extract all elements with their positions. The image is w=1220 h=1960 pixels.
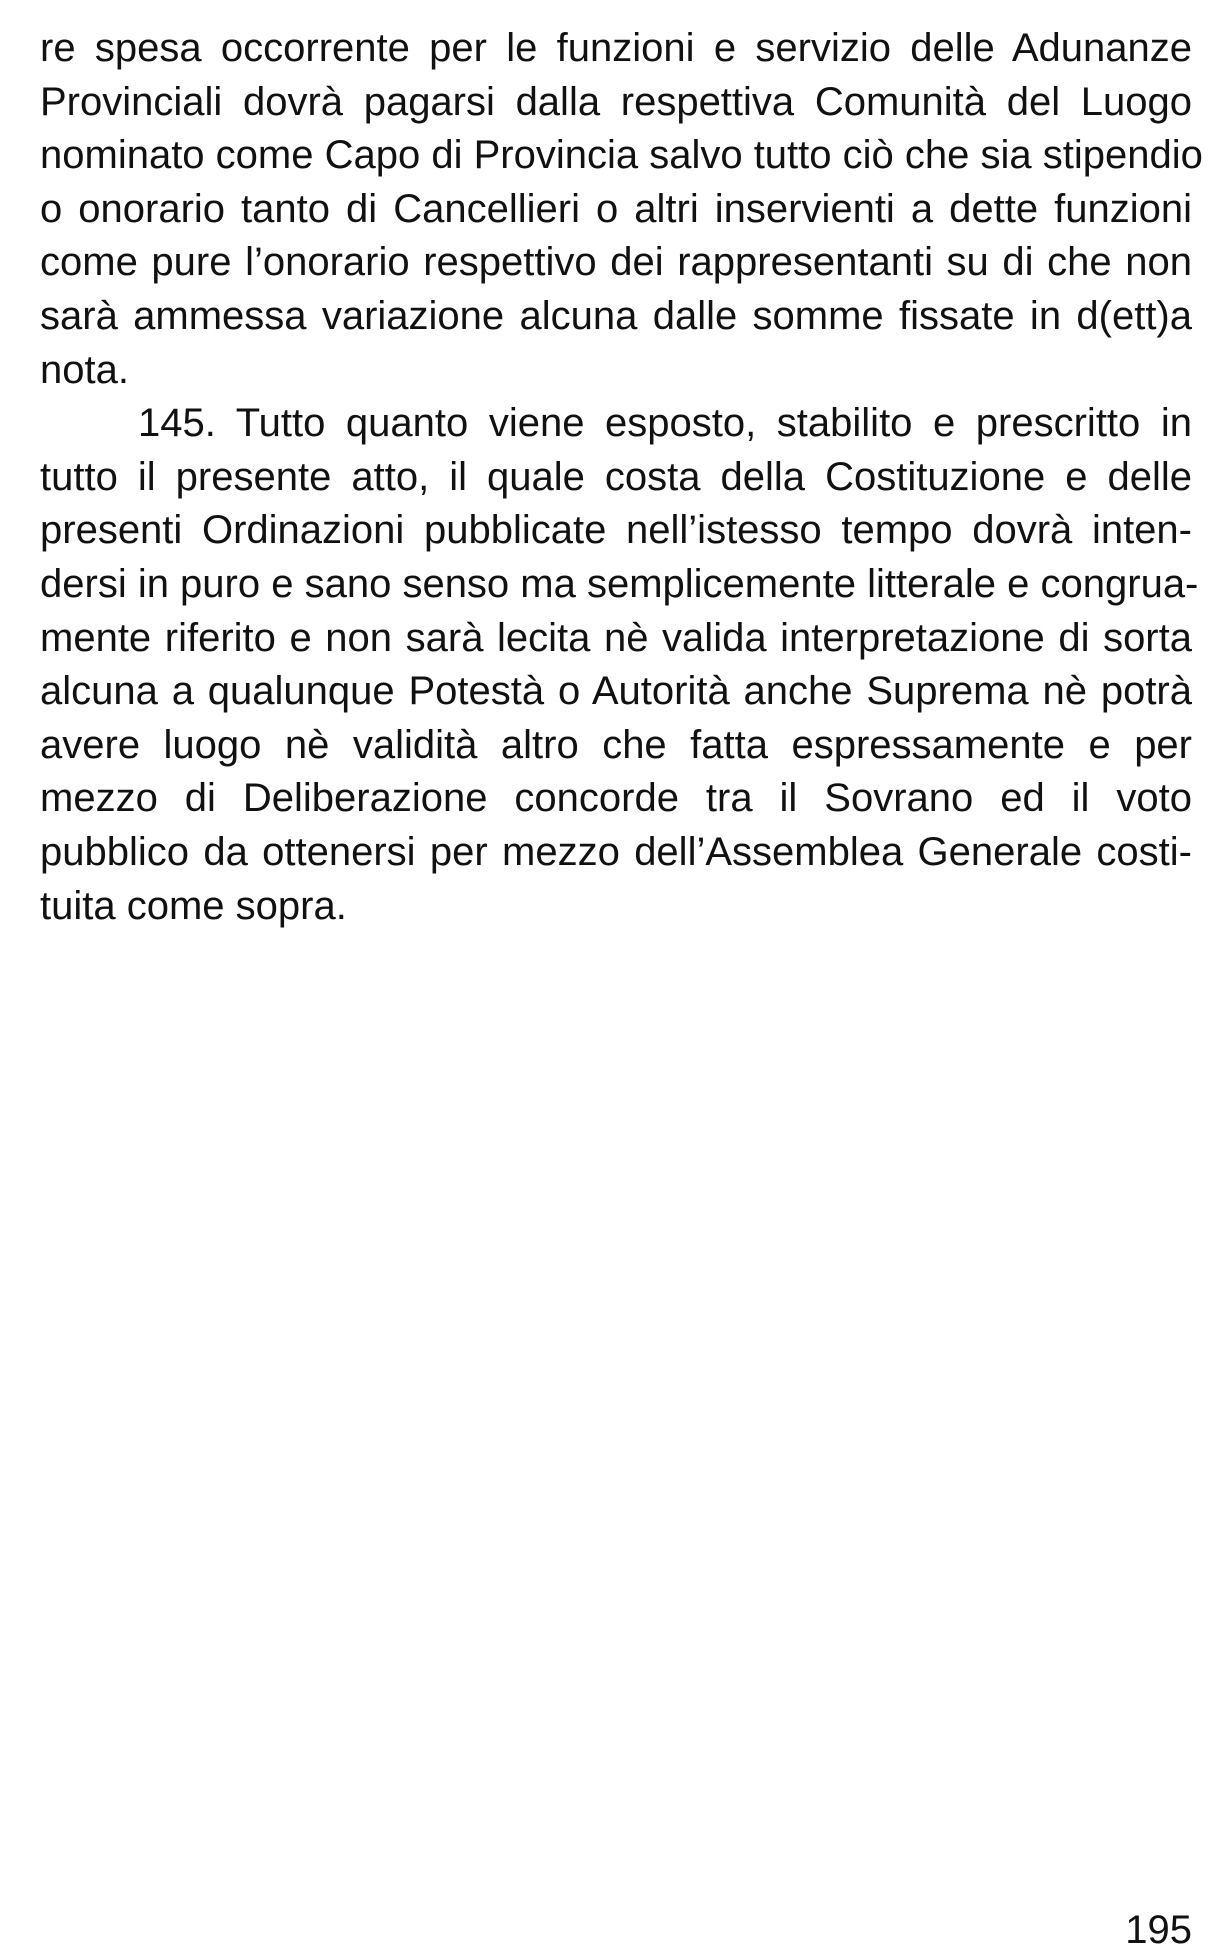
text-line: re spesa occorrente per le funzioni e servizio delle Adunanze [40, 26, 1192, 70]
text-line: come pure l’onorario respettivo dei rappresentanti su di che non [40, 240, 1192, 285]
text-line: o onorario tanto di Cancellieri o altri inservienti a dette funzioni [40, 186, 1192, 231]
text-line: avere luogo nè validità altro che fatta espressamente e per [40, 722, 1192, 767]
text-line: dersi in puro e sano senso ma semplicemente litterale e congrua- [40, 561, 1199, 606]
text-line: nota. [40, 347, 129, 392]
text-line: tutto il presente atto, il quale costa della Costituzione e delle [40, 454, 1192, 499]
text-line: sarà ammessa variazione alcuna dalle somme fissate in d(ett)a [40, 293, 1192, 338]
text-line: presenti Ordinazioni pubblicate nell’istesso tempo dovrà inten- [40, 508, 1192, 553]
text-line: mente riferito e non sarà lecita nè valida interpretazione di sorta [40, 615, 1192, 660]
text-line: Provinciali dovrà pagarsi dalla respettiva Comunità del Luogo [40, 79, 1192, 124]
text-line: mezzo di Deliberazione concorde tra il Sovrano ed il voto [40, 776, 1192, 821]
text-line: alcuna a qualunque Potestà o Autorità anche Suprema nè potrà [40, 669, 1192, 714]
text-line: tuita come sopra. [40, 883, 347, 928]
paragraph-145-first-line: 145. Tutto quanto viene esposto, stabilito e prescritto in [138, 401, 1192, 446]
page-number: 195 [1125, 1908, 1192, 1952]
text-line: nominato come Capo di Provincia salvo tutto ciò che sia stipendio [40, 133, 1203, 178]
text-line: pubblico da ottenersi per mezzo dell’Assemblea Generale costi- [40, 829, 1192, 874]
body-text [40, 22, 1203, 933]
